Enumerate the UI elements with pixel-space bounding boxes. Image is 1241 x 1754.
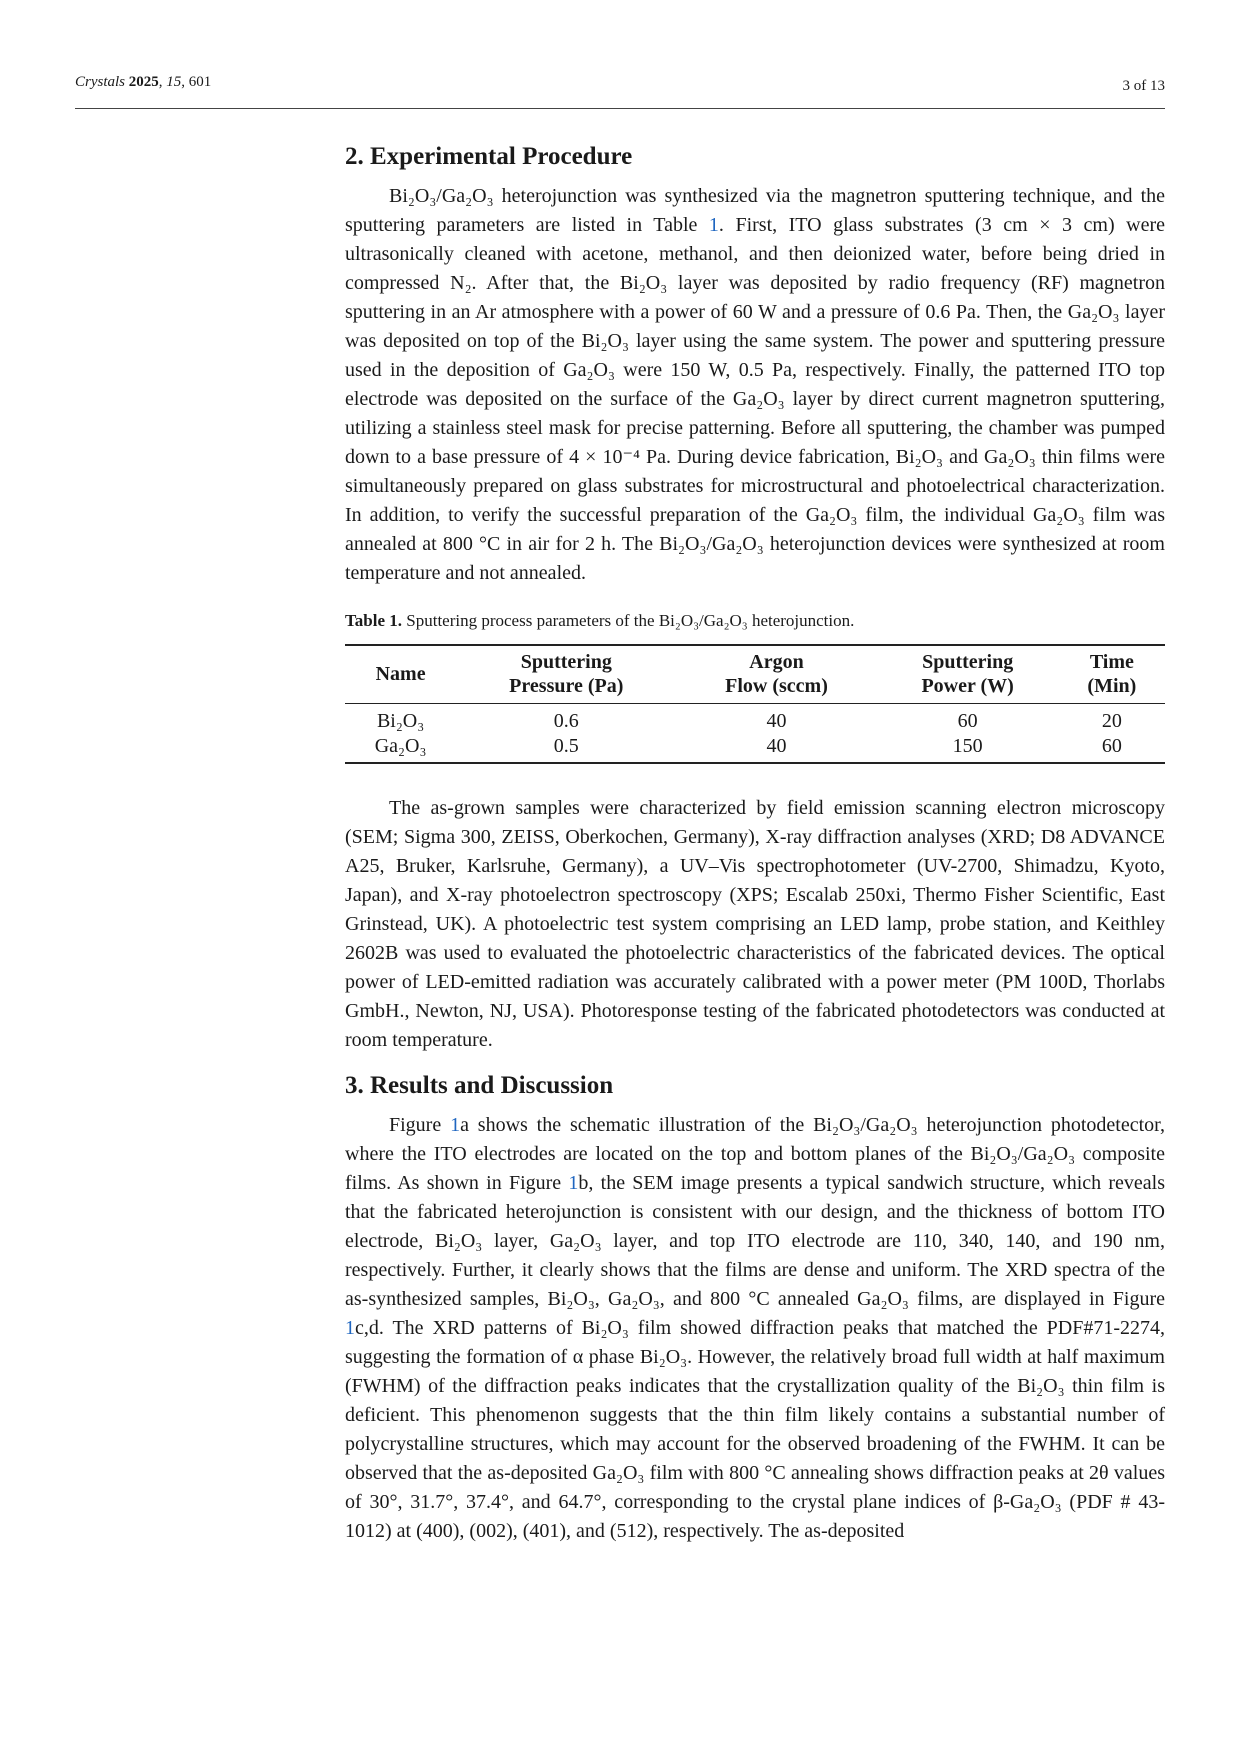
cross-reference-link[interactable]: 1: [345, 1317, 355, 1339]
table-header-row: [345, 645, 1165, 704]
cell-time: 20: [1101, 710, 1122, 732]
table-row: [345, 704, 1165, 735]
cell-flow: 40: [766, 710, 787, 732]
journal-name: Crystals: [75, 74, 126, 90]
col-header-power: Sputtering Power (W): [921, 651, 1014, 697]
col-header-pressure: Sputtering Pressure (Pa): [509, 651, 624, 697]
table-1-caption: [345, 610, 1165, 632]
page-body: [345, 140, 1165, 1546]
table-row: [345, 734, 1165, 763]
paragraph-results: Figure 1a shows the schematic illustration of the Bi₂O₃/Ga₂O₃ heterojunction photodetector, where the ITO electrodes are located on the top and bottom planes of the Bi₂O₃/Ga₂O₃ composite films. As shown in Figure 1b, the SEM image presents a typical sandwich structure, which reveals that the fabricated heterojunction is consistent with our design, and the thickness of bottom ITO electrode, Bi₂O₃ layer, Ga₂O₃ layer, and top ITO electrode are 110, 340, 140, and 190 nm, respectively. Further, it clearly shows that the films are dense and uniform. The XRD spectra of the as-synthesized samples, Bi₂O₃, Ga₂O₃, and 800 °C annealed Ga₂O₃ films, are displayed in Figure 1c,d. The XRD patterns of Bi₂O₃ film showed diffraction peaks that matched the PDF#71-2274, suggesting the formation of α phase Bi₂O₃. However, the relatively broad full width at half maximum (FWHM) of the diffraction peaks indicates that the crystallization quality of the Bi₂O₃ thin film is deficient. This phenomenon suggests that the thin film likely contains a substantial number of polycrystalline structures, which may account for the observed broadening of the FWHM. It can be observed that the as-deposited Ga₂O₃ film with 800 °C annealing shows diffraction peaks at 2θ values of 30°, 31.7°, 37.4°, and 64.7°, corresponding to the crystal plane indices of β-Ga₂O₃ (PDF # 43-1012) at (400), (002), (401), and (512), respectively. The as-deposited: [345, 1114, 1166, 1542]
cell-name: Ga₂O₃: [374, 735, 427, 757]
cell-time: 60: [1101, 735, 1122, 757]
table-1-caption-text: Sputtering process parameters of the Bi₂O₃/Ga₂O₃ heterojunction.: [406, 611, 855, 630]
cell-flow: 40: [766, 735, 787, 757]
col-header-name: Name: [375, 663, 426, 685]
cross-reference-link[interactable]: 1: [568, 1172, 579, 1194]
paragraph-experimental-procedure: Bi₂O₃/Ga₂O₃ heterojunction was synthesized via the magnetron sputtering technique, and the sputtering parameters are listed in Table 1. First, ITO glass substrates (3 cm × 3 cm) were ultrasonically cleaned with acetone, methanol, and then deionized water, before being dried in compressed N₂. After that, the Bi₂O₃ layer was deposited by radio frequency (RF) magnetron sputtering in an Ar atmosphere with a power of 60 W and a pressure of 0.6 Pa. Then, the Ga₂O₃ layer was deposited on top of the Bi₂O₃ layer using the same system. The power and sputtering pressure used in the deposition of Ga₂O₃ were 150 W, 0.5 Pa, respectively. Finally, the patterned ITO top electrode was deposited on the surface of the Ga₂O₃ layer by direct current magnetron sputtering, utilizing a stainless steel mask for precise patterning. Before all sputtering, the chamber was pumped down to a base pressure of 4 × 10⁻⁴ Pa. During device fabrication, Bi₂O₃ and Ga₂O₃ thin films were simultaneously prepared on glass substrates for microstructural and photoelectrical characterization. In addition, to verify the successful preparation of the Ga₂O₃ film, the individual Ga₂O₃ film was annealed at 800 °C in air for 2 h. The Bi₂O₃/Ga₂O₃ heterojunction devices were synthesized at room temperature and not annealed.: [345, 185, 1165, 584]
cell-power: 150: [952, 735, 983, 757]
page-number: 3 of 13: [1122, 78, 1165, 94]
journal-volume: 15: [166, 74, 182, 90]
section-2-heading: 2. Experimental Procedure: [345, 143, 633, 170]
journal-citation: Crystals 2025, 15, 601: [75, 74, 212, 90]
running-header: [75, 74, 1165, 109]
paragraph-characterization: The as-grown samples were characterized by field emission scanning electron microscopy (SEM; Sigma 300, ZEISS, Oberkochen, Germany), X-ray diffraction analyses (XRD; D8 ADVANCE A25, Bruker, Karlsruhe, Germany), a UV–Vis spectrophotometer (UV-2700, Shimadzu, Kyoto, Japan), and X-ray photoelectron spectroscopy (XPS; Escalab 250xi, Thermo Fisher Scientific, East Grinstead, UK). A photoelectric test system comprising an LED lamp, probe station, and Keithley 2602B was used to evaluated the photoelectric characteristics of the fabricated devices. The optical power of LED-emitted radiation was accurately calibrated with a power meter (PM 100D, Thorlabs GmbH., Newton, NJ, USA). Photoresponse testing of the fabricated photodetectors was conducted at room temperature.: [345, 797, 1165, 1051]
sputtering-parameters-table: [345, 644, 1165, 764]
cell-pressure: 0.6: [553, 710, 579, 732]
cross-reference-link[interactable]: 1: [450, 1114, 461, 1136]
cell-pressure: 0.5: [553, 735, 579, 757]
cross-reference-link[interactable]: 1: [708, 214, 719, 236]
table-1-label: Table 1.: [345, 611, 403, 630]
journal-year: 2025: [128, 74, 159, 90]
col-header-time: Time (Min): [1087, 651, 1137, 697]
section-3-heading: 3. Results and Discussion: [345, 1072, 614, 1099]
cell-name: Bi₂O₃: [376, 710, 425, 732]
article-number: 601: [188, 74, 212, 90]
cell-power: 60: [957, 710, 978, 732]
col-header-flow: Argon Flow (sccm): [725, 651, 828, 697]
